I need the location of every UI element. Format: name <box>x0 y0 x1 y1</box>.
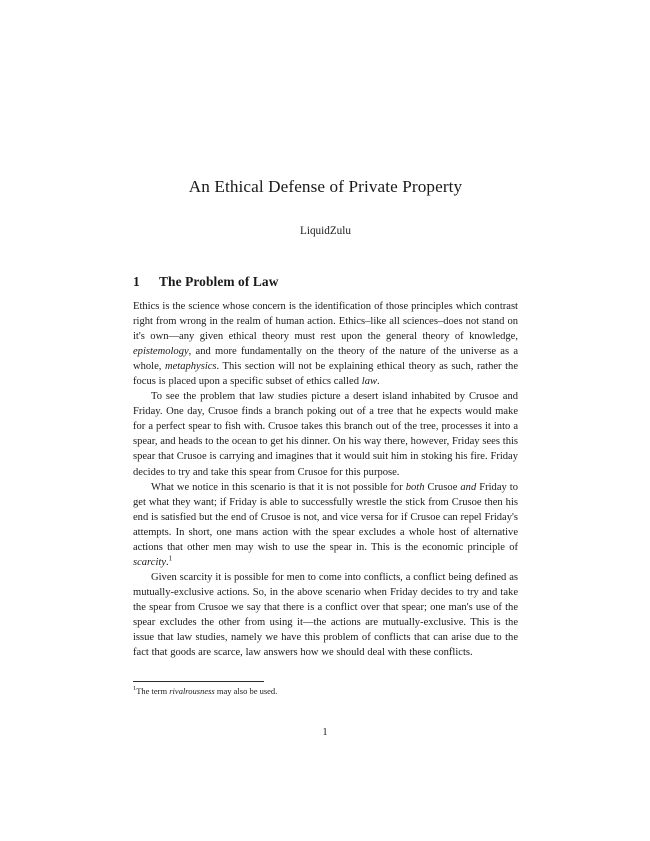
paragraph-3-text-a: What we notice in this scenario is that it is not possible for <box>151 481 406 493</box>
footnote-area <box>133 681 518 697</box>
page-number: 1 <box>322 727 328 738</box>
paragraph-1-text-b: , and more fundamentally on the theory of the nature of the universe as a whole, <box>133 346 518 373</box>
footnote-marker: 1 <box>133 684 137 692</box>
paragraph-3 <box>133 480 518 570</box>
footnote-1 <box>133 686 518 698</box>
footnote-reference-1[interactable]: 1 <box>168 554 173 563</box>
paragraph-1-text-a: Ethics is the science whose concern is the identification of those principles which contrast right from wrong in the realm of human action. Ethics–like all sciences–does not stand on it's own—any given ethical theory must rest upon the general theory of knowledge, <box>133 301 518 343</box>
paragraph-2: To see the problem that law studies picture a desert island inhabited by Crusoe and Friday. One day, Crusoe finds a branch poking out of a tree that he expects would make for a perfect spear to fish with. Crusoe takes this branch out of the tree, processes it into a spear, and heads to the ocean to get his dinner. On his way there, however, Friday sees this spear that Crusoe is carrying and imagines that it would suit him in stoking his fire. Friday decides to try and take this spear from Crusoe for this purpose. <box>133 391 518 478</box>
author-name: LiquidZulu <box>300 224 351 237</box>
emphasis-scarcity: scarcity <box>133 556 166 568</box>
paragraph-3-text-b: Crusoe <box>424 481 461 493</box>
emphasis-rivalrousness: rivalrousness <box>169 685 215 696</box>
emphasis-and: and <box>460 481 477 493</box>
paragraph-4: Given scarcity it is possible for men to come into conflicts, a conflict being defined as mutually-exclusive actions. So, in the above scenario when Friday decides to try and take the spear from Crusoe we say that there is a conflict over that spear; one man's use of the spear excludes the other from using it—the actions are mutually-exclusive. This is the issue that law studies, namely we have this problem of conflicts that can arise due to the fact that goods are scarce, law answers how we should deal with these conflicts. <box>133 571 518 659</box>
paragraph-1-text-d: . <box>377 376 380 388</box>
page-content <box>133 176 518 660</box>
section-heading <box>133 274 518 290</box>
emphasis-both: both <box>405 481 425 493</box>
paragraph-1-text-c: . This section will not be explaining ethical theory as such, rather the focus is placed upon a specific subset of ethics called <box>133 361 519 388</box>
footnote-text-a: The term <box>136 685 170 696</box>
paragraph-3-text-d: . <box>166 556 169 568</box>
emphasis-law: law <box>361 376 378 388</box>
footnote-text-b: may also be used. <box>214 685 278 696</box>
paragraph-3-text-c: Friday to get what they want; if Friday is able to successfully wrestle the stick from Crusoe then his end is satisfied but the end of Crusoe is not, and vice versa for if Crusoe can repel Friday's attempts. In short, one mans action with the spear excludes a whole host of alternative actions that other men may wish to use the spear in. This is the economic principle of <box>133 481 518 553</box>
footnote-separator-rule <box>133 681 264 682</box>
paragraph-1 <box>133 299 518 389</box>
section-number: 1 <box>133 273 140 289</box>
emphasis-metaphysics: metaphysics <box>164 361 217 373</box>
section-title: The Problem of Law <box>159 273 279 289</box>
emphasis-epistemology: epistemology <box>133 346 189 358</box>
page-title: An Ethical Defense of Private Property <box>188 177 463 196</box>
